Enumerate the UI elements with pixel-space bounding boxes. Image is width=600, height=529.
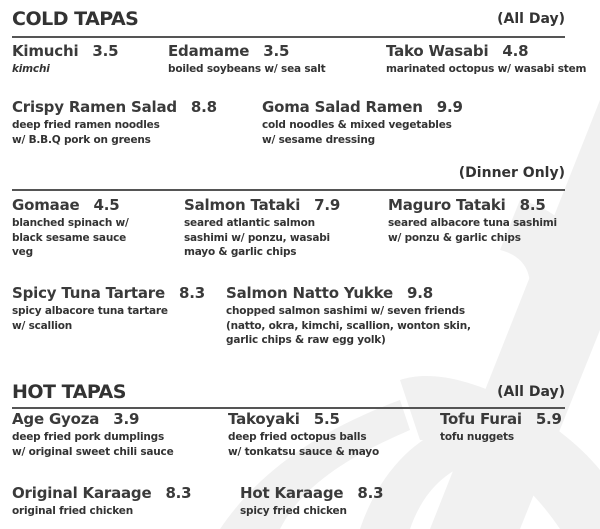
item-description-line: seared albacore tuna sashimi <box>388 217 557 229</box>
item-name-row <box>262 98 463 116</box>
item-description <box>228 430 379 459</box>
item-description <box>440 430 562 445</box>
item-price: 3.5 <box>263 42 290 60</box>
item-description <box>12 216 129 260</box>
item-price: 5.5 <box>313 410 340 428</box>
item-price: 3.5 <box>92 42 119 60</box>
item-description <box>262 118 463 147</box>
item-description-line: original fried chicken <box>12 505 133 517</box>
item-name-row <box>12 98 217 116</box>
menu-item <box>262 98 463 147</box>
section-title-cold-tapas: COLD TAPAS <box>12 8 139 30</box>
item-description <box>12 504 191 519</box>
item-description <box>388 216 557 245</box>
item-price: 8.3 <box>178 284 205 302</box>
item-name: Spicy Tuna Tartare <box>12 284 165 302</box>
item-name-row <box>12 484 191 502</box>
item-name: Edamame <box>168 42 250 60</box>
item-name-row <box>240 484 383 502</box>
item-name-row <box>12 410 174 428</box>
item-description <box>12 118 217 147</box>
menu-item <box>12 484 191 519</box>
item-price: 4.8 <box>502 42 529 60</box>
section-availability-all-day: (All Day) <box>497 11 565 27</box>
item-name-row <box>168 42 326 60</box>
item-name: Original Karaage <box>12 484 152 502</box>
item-description-line: w/ ponzu & garlic chips <box>388 231 521 244</box>
item-description-line: w/ B.B.Q pork on greens <box>12 133 151 146</box>
item-description-line: blanched spinach w/ <box>12 217 129 229</box>
item-name: Tofu Furai <box>440 410 522 428</box>
item-name: Gomaae <box>12 196 80 214</box>
item-description-line: w/ sesame dressing <box>262 133 375 146</box>
item-description <box>168 62 326 77</box>
item-description-line: deep fried octopus balls <box>228 431 367 443</box>
item-description-line: spicy albacore tuna tartare <box>12 305 168 317</box>
item-description <box>12 430 174 459</box>
item-description-line: sashimi w/ ponzu, wasabi <box>184 231 330 244</box>
item-description <box>12 304 205 333</box>
item-description-line: (natto, okra, kimchi, scallion, wonton skin, <box>226 319 471 332</box>
item-name-row <box>12 284 205 302</box>
item-name: Goma Salad Ramen <box>262 98 423 116</box>
menu-item <box>12 42 118 77</box>
item-description-line: w/ tonkatsu sauce & mayo <box>228 445 379 458</box>
item-price: 8.3 <box>357 484 384 502</box>
item-description-line: deep fried pork dumplings <box>12 431 165 443</box>
section-availability-all-day: (All Day) <box>497 384 565 400</box>
item-price: 9.9 <box>436 98 463 116</box>
item-price: 8.3 <box>165 484 192 502</box>
item-description <box>226 304 471 348</box>
menu-item <box>386 42 586 77</box>
section-divider <box>12 36 565 38</box>
item-name: Tako Wasabi <box>386 42 489 60</box>
item-name-row <box>386 42 586 60</box>
item-description-line: w/ original sweet chili sauce <box>12 445 174 458</box>
menu-item <box>184 196 340 260</box>
item-description-line: cold noodles & mixed vegetables <box>262 119 452 131</box>
item-name-row <box>388 196 557 214</box>
menu-item <box>12 284 205 333</box>
menu-item <box>168 42 326 77</box>
item-price: 8.8 <box>190 98 217 116</box>
section-title-hot-tapas: HOT TAPAS <box>12 381 126 403</box>
menu-item <box>12 410 174 459</box>
section-availability-dinner-only: (Dinner Only) <box>458 165 565 181</box>
item-price: 9.8 <box>407 284 434 302</box>
item-description-line: veg <box>12 246 33 258</box>
menu-item <box>12 196 129 260</box>
item-price: 7.9 <box>314 196 341 214</box>
menu-item <box>388 196 557 245</box>
item-description <box>184 216 340 260</box>
section-divider <box>12 189 565 191</box>
item-price: 8.5 <box>519 196 546 214</box>
item-description <box>386 62 586 77</box>
item-name: Kimuchi <box>12 42 79 60</box>
item-description-line: deep fried ramen noodles <box>12 119 160 131</box>
item-description-line: marinated octopus w/ wasabi stem <box>386 63 587 75</box>
item-name-row <box>12 42 118 60</box>
item-price: 4.5 <box>93 196 120 214</box>
menu-item <box>12 98 217 147</box>
item-description-line: black sesame sauce <box>12 231 127 244</box>
item-name: Crispy Ramen Salad <box>12 98 177 116</box>
item-description-line: chopped salmon sashimi w/ seven friends <box>226 305 465 317</box>
item-name: Salmon Tataki <box>184 196 301 214</box>
item-description <box>12 62 118 77</box>
menu-item <box>240 484 383 519</box>
item-name-row <box>12 196 129 214</box>
item-name: Maguro Tataki <box>388 196 506 214</box>
item-description-line: garlic chips & raw egg yolk) <box>226 334 386 346</box>
item-description-line: spicy fried chicken <box>240 505 347 517</box>
menu-item <box>440 410 562 445</box>
item-price: 3.9 <box>113 410 140 428</box>
item-description-line: mayo & garlic chips <box>184 246 297 258</box>
section-divider <box>12 407 565 409</box>
item-description-line: w/ scallion <box>12 319 73 332</box>
item-description-line: kimchi <box>12 63 50 75</box>
menu-item <box>226 284 471 348</box>
item-name: Salmon Natto Yukke <box>226 284 394 302</box>
item-name-row <box>440 410 562 428</box>
item-name-row <box>184 196 340 214</box>
item-description-line: tofu nuggets <box>440 431 514 443</box>
item-name-row <box>228 410 379 428</box>
item-name: Takoyaki <box>228 410 300 428</box>
item-description <box>240 504 383 519</box>
item-description-line: boiled soybeans w/ sea salt <box>168 63 326 75</box>
item-name: Hot Karaage <box>240 484 344 502</box>
item-name-row <box>226 284 471 302</box>
menu-item <box>228 410 379 459</box>
item-description-line: seared atlantic salmon <box>184 217 315 229</box>
item-name: Age Gyoza <box>12 410 100 428</box>
item-price: 5.9 <box>535 410 562 428</box>
